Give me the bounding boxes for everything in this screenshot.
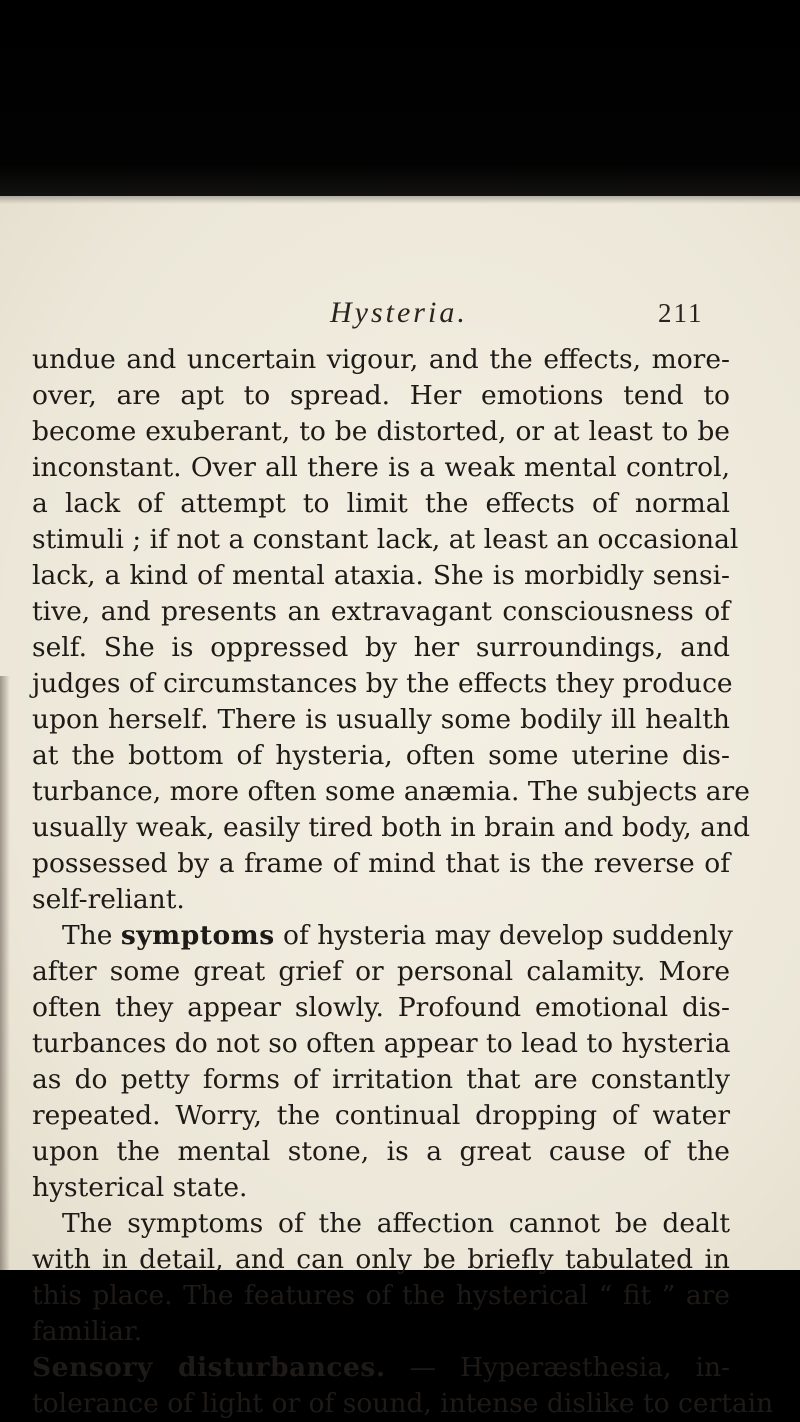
text-line: upon herself. There is usually some bodily ill health [32, 704, 730, 735]
paragraph-rest: — Hyperæsthesia, in- [385, 1352, 730, 1383]
book-page [0, 196, 800, 1419]
text-line: repeated. Worry, the continual dropping of water [32, 1100, 730, 1131]
running-head [0, 296, 800, 336]
text-line: turbances do not so often appear to lead to hysteria [32, 1028, 731, 1059]
running-head-title: Hysteria. [330, 296, 468, 329]
text-line: often they appear slowly. Profound emotional dis- [32, 992, 730, 1023]
scan-dark-border [0, 0, 800, 200]
bold-term-sensory-disturbances: Sensory disturbances. [32, 1352, 386, 1383]
body-text [32, 342, 774, 1422]
text-line: tive, and presents an extravagant consciousness of [32, 596, 730, 627]
text-line: familiar. [32, 1316, 143, 1347]
text-line: with in detail, and can only be briefly tabulated in [32, 1244, 730, 1275]
text-line: hysterical state. [32, 1172, 248, 1203]
text-line: upon the mental stone, is a great cause of the [32, 1136, 730, 1167]
text-line: turbance, more often some anæmia. The subjects are [32, 776, 750, 807]
text-line: self-reliant. [32, 884, 185, 915]
text-line: become exuberant, to be distorted, or at least to be [32, 416, 730, 447]
text-line: The symptoms of the affection cannot be dealt [62, 1208, 730, 1239]
text-line: inconstant. Over all there is a weak mental control, [32, 452, 730, 483]
text-line-sensory [32, 1350, 730, 1386]
text-line: usually weak, easily tired both in brain and body, and [32, 812, 750, 843]
text-line: as do petty forms of irritation that are constantly [32, 1064, 730, 1095]
bold-term-symptoms: symptoms [120, 920, 275, 951]
text-line: after some great grief or personal calamity. More [32, 956, 730, 987]
text-line: over, are apt to spread. Her emotions tend to [32, 380, 730, 411]
text-line: undue and uncertain vigour, and the effects, more- [32, 344, 730, 375]
text-line: this place. The features of the hysterical “ fit ” are [32, 1280, 730, 1311]
text-line: tolerance of light or of sound, intense dislike to certain [32, 1388, 774, 1419]
text-line: possessed by a frame of mind that is the reverse of [32, 848, 730, 879]
text-line: stimuli ; if not a constant lack, at least an occasional [32, 524, 739, 555]
text-line: a lack of attempt to limit the effects of normal [32, 488, 730, 519]
text-line: self. She is oppressed by her surroundings, and [32, 632, 730, 663]
text-line: lack, a kind of mental ataxia. She is morbidly sensi- [32, 560, 730, 591]
text-line: at the bottom of hysteria, often some uterine dis- [32, 740, 730, 771]
paragraph-lead: The [62, 920, 121, 951]
page-number: 211 [658, 298, 704, 328]
paragraph-rest: of hysteria may develop suddenly [274, 920, 733, 951]
text-line-symptoms [32, 918, 733, 954]
page-gutter-shadow [0, 676, 10, 1270]
text-line: judges of circumstances by the effects they produce [32, 668, 733, 699]
